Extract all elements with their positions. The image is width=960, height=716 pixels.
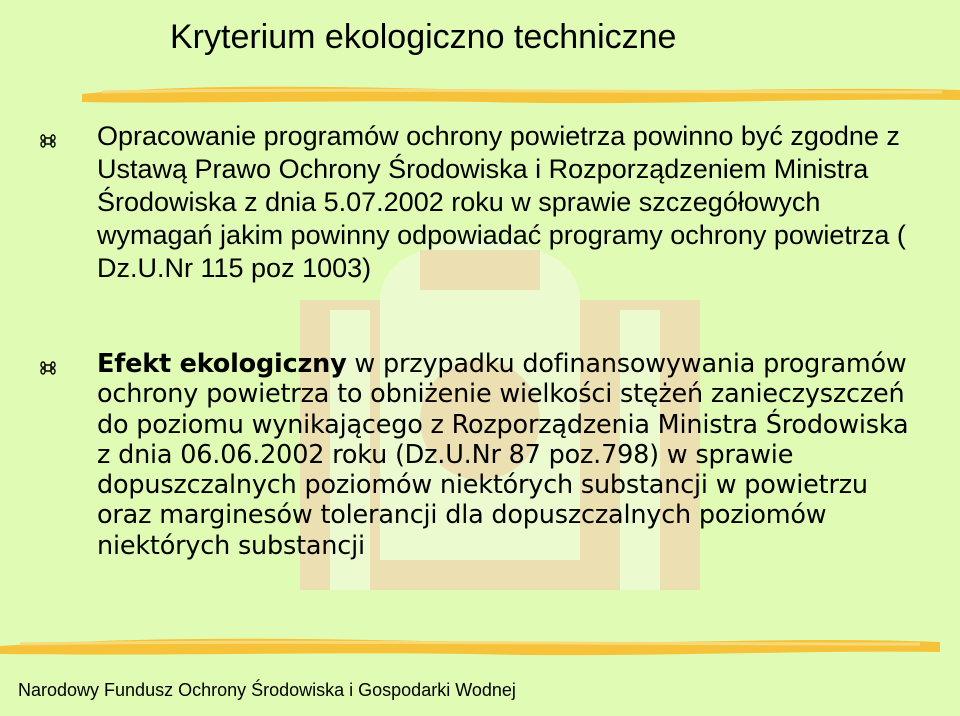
command-key-icon (38, 131, 58, 151)
slide-title: Kryterium ekologiczno techniczne (170, 18, 677, 56)
bullet-text: Opracowanie programów ochrony powietrza powinno być zgodne z Ustawą Prawo Ochrony Środowiska i Rozporządzeniem Ministra Środowiska z dnia 5.07.2002 roku w sprawie szczegółowych wymagań jakim powinny odpowiadać programy ochrony powietrza ( Dz.U.Nr 115 poz 1003) (97, 121, 906, 283)
decorative-brush-stroke-top (82, 80, 960, 108)
bullet-bold-term: Efekt ekologiczny (97, 349, 347, 379)
command-key-icon (38, 358, 58, 378)
footer-text: Narodowy Fundusz Ochrony Środowiska i Gospodarki Wodnej (18, 680, 516, 700)
decorative-brush-stroke-bottom (0, 630, 940, 660)
bullet-body: w przypadku dofinansowywania programów ochrony powietrza to obniżenie wielkości stężeń zanieczyszczeń do poziomu wynikającego z Rozporządzenia Ministra Środowiska z dnia 06.06.2002 roku (Dz.U.Nr 87 poz.798) w sprawie dopuszczalnych poziomów niektórych substancji w powietrzu oraz marginesów tolerancji dla dopuszczalnych poziomów niektórych substancji (97, 349, 909, 561)
bullet-text (97, 349, 917, 561)
